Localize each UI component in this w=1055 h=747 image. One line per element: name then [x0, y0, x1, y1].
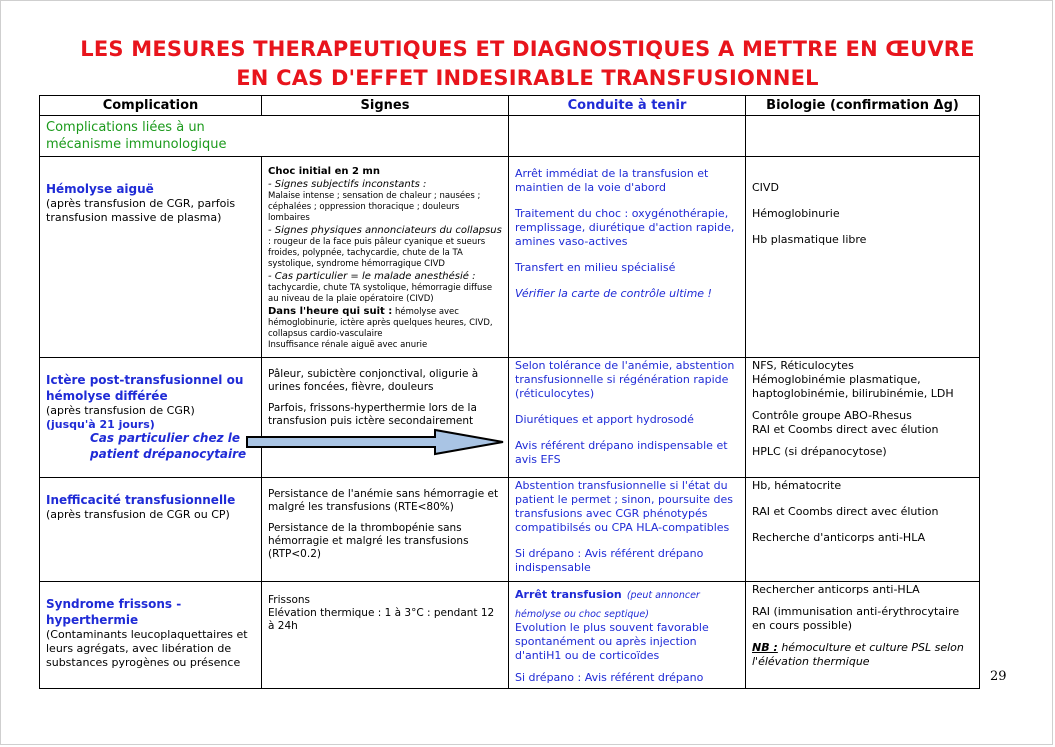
- complication-detail: (après transfusion de CGR ou CP): [46, 508, 230, 521]
- biologie-cell: [746, 358, 980, 478]
- header-conduite: Conduite à tenir: [509, 96, 746, 116]
- conduite-text: Si drépano : Avis référent drépano: [515, 671, 704, 684]
- signe-text: Dans l'heure qui suit :: [268, 306, 393, 317]
- page-title-line-1: LES MESURES THERAPEUTIQUES ET DIAGNOSTIQUES A METTRE EN ŒUVRE: [80, 37, 975, 61]
- signe-text: - Signes physiques annonciateurs du collapsus: [268, 225, 502, 236]
- header-row: [40, 96, 980, 116]
- section-spacer: [509, 116, 746, 157]
- signe-text: hémolyse avec hémoglobinurie, ictère après quelques heures, CIVD, collapsus cardio-vasculaire: [268, 307, 493, 339]
- signe-text: Persistance de l'anémie sans hémorragie et malgré les transfusions (RTE<80%): [268, 488, 499, 513]
- header-signes: Signes: [262, 96, 509, 116]
- complication-cell: [40, 582, 262, 689]
- complication-cell: [40, 478, 262, 582]
- signe-text: - Cas particulier = le malade anesthésié :: [268, 271, 476, 282]
- signe-text: Malaise intense ; sensation de chaleur ; nausées ; céphalées ; oppression thoracique ; douleurs lombaires: [268, 191, 481, 223]
- conduite-text: Vérifier la carte de contrôle ultime !: [515, 287, 712, 300]
- biologie-text: hémoculture et culture PSL selon l'élévation thermique: [752, 641, 964, 668]
- conduite-text: Transfert en milieu spécialisé: [515, 261, 676, 274]
- signe-text: Parfois, frissons-hyperthermie lors de la transfusion puis ictère secondairement: [268, 402, 477, 427]
- complication-detail: (jusqu'à 21 jours): [46, 418, 155, 431]
- complication-name: Syndrome frissons - hyperthermie: [46, 597, 182, 627]
- biologie-text: CIVD: [752, 181, 779, 194]
- biologie-text: RAI (immunisation anti-érythrocytaire en cours possible): [752, 605, 960, 632]
- conduite-text: Abstention transfusionnelle si l'état du patient le permet ; sinon, poursuite des transfusions avec CGR phénotypés compatibilsés ou CPA HLA-compatibles: [515, 479, 734, 534]
- signe-text: Insuffisance rénale aiguë avec anurie: [268, 340, 428, 350]
- conduite-text: Traitement du choc : oxygénothérapie, remplissage, diurétique d'action rapide, amines vaso-actives: [515, 207, 735, 248]
- complications-table: [39, 95, 980, 689]
- conduite-text: Si drépano : Avis référent drépano indispensable: [515, 547, 704, 574]
- signe-text: Persistance de la thrombopénie sans hémorragie et malgré les transfusions (RTP<0.2): [268, 522, 469, 560]
- page-number: 29: [990, 669, 1007, 684]
- complication-detail: (Contaminants leucoplaquettaires et leurs agrégats, avec libération de substances pyrogènes ou présence: [46, 628, 248, 669]
- biologie-cell: [746, 582, 980, 689]
- biologie-text: Hémoglobinurie: [752, 207, 840, 220]
- signes-cell: [262, 157, 509, 358]
- conduite-text: Evolution le plus souvent favorable spontanément ou après injection d'antiH1 ou de corticoïdes: [515, 621, 709, 662]
- conduite-cell: [509, 582, 746, 689]
- biologie-text: NFS, Réticulocytes: [752, 359, 854, 372]
- header-complication: Complication: [40, 96, 262, 116]
- header-biologie: Biologie (confirmation Δg): [746, 96, 980, 116]
- conduite-cell: [509, 478, 746, 582]
- right-arrow-icon: [245, 428, 507, 456]
- conduite-text: Diurétiques et apport hydrosodé: [515, 413, 694, 426]
- signes-cell: [262, 582, 509, 689]
- table-row: [40, 582, 980, 689]
- conduite-text: Arrêt transfusion: [515, 588, 622, 601]
- signe-text: - Signes subjectifs inconstants :: [268, 179, 427, 190]
- biologie-text: Hb plasmatique libre: [752, 233, 867, 246]
- complication-detail: (après transfusion de CGR): [46, 404, 195, 417]
- section-spacer: [746, 116, 980, 157]
- biologie-cell: [746, 157, 980, 358]
- complication-name: Inefficacité transfusionnelle: [46, 493, 236, 507]
- signe-text: tachycardie, chute TA systolique, hémorragie diffuse au niveau de la plaie opératoire (CIVD): [268, 283, 493, 304]
- signe-text: Elévation thermique : 1 à 3°C : pendant 12 à 24h: [268, 607, 495, 632]
- conduite-text: Selon tolérance de l'anémie, abstention transfusionnelle si régénération rapide (réticulocytes): [515, 359, 735, 400]
- complication-name: Ictère post-transfusionnel ou hémolyse différée: [46, 373, 244, 403]
- conduite-text: Arrêt immédiat de la transfusion et maintien de la voie d'abord: [515, 167, 709, 194]
- biologie-text: Rechercher anticorps anti-HLA: [752, 583, 920, 596]
- signe-text: Choc initial en 2 mn: [268, 166, 380, 177]
- section-label: Complications liées à un mécanisme immunologique: [40, 116, 262, 157]
- biologie-text: HPLC (si drépanocytose): [752, 445, 887, 458]
- biologie-text: Contrôle groupe ABO-Rhesus: [752, 409, 912, 422]
- complication-name: Hémolyse aiguë: [46, 182, 154, 196]
- cas-particulier-label: Cas particulier chez le patient drépanocytaire: [90, 431, 247, 461]
- page-title-line-2: EN CAS D'EFFET INDESIRABLE TRANSFUSIONNEL: [236, 66, 819, 90]
- table-row: [40, 478, 980, 582]
- signe-text: Frissons: [268, 594, 310, 606]
- biologie-cell: [746, 478, 980, 582]
- biologie-text: RAI et Coombs direct avec élution: [752, 505, 939, 518]
- conduite-text: (peut annoncer hémolyse ou choc septique): [515, 590, 700, 620]
- section-spacer: [262, 116, 509, 157]
- complication-cell: [40, 157, 262, 358]
- section-row: [40, 116, 980, 157]
- signe-text: : rougeur de la face puis pâleur cyanique et sueurs froides, polypnée, tachycardie, chute de la TA systolique, syndrome hémorragique CIVD: [268, 237, 486, 269]
- conduite-text: Avis référent drépano indispensable et avis EFS: [515, 439, 728, 466]
- biologie-text: RAI et Coombs direct avec élution: [752, 423, 939, 436]
- signe-text: Pâleur, subictère conjonctival, oligurie à urines foncées, fièvre, douleurs: [268, 368, 479, 393]
- conduite-cell: [509, 358, 746, 478]
- conduite-cell: [509, 157, 746, 358]
- biologie-text: Hb, hématocrite: [752, 479, 842, 492]
- signes-cell: [262, 358, 509, 478]
- biologie-text: Recherche d'anticorps anti-HLA: [752, 531, 926, 544]
- biologie-text: NB :: [752, 641, 778, 654]
- signes-cell: [262, 478, 509, 582]
- table-row: [40, 157, 980, 358]
- biologie-text: Hémoglobinémie plasmatique, haptoglobinémie, bilirubinémie, LDH: [752, 373, 954, 400]
- complication-detail: (après transfusion de CGR, parfois transfusion massive de plasma): [46, 197, 236, 224]
